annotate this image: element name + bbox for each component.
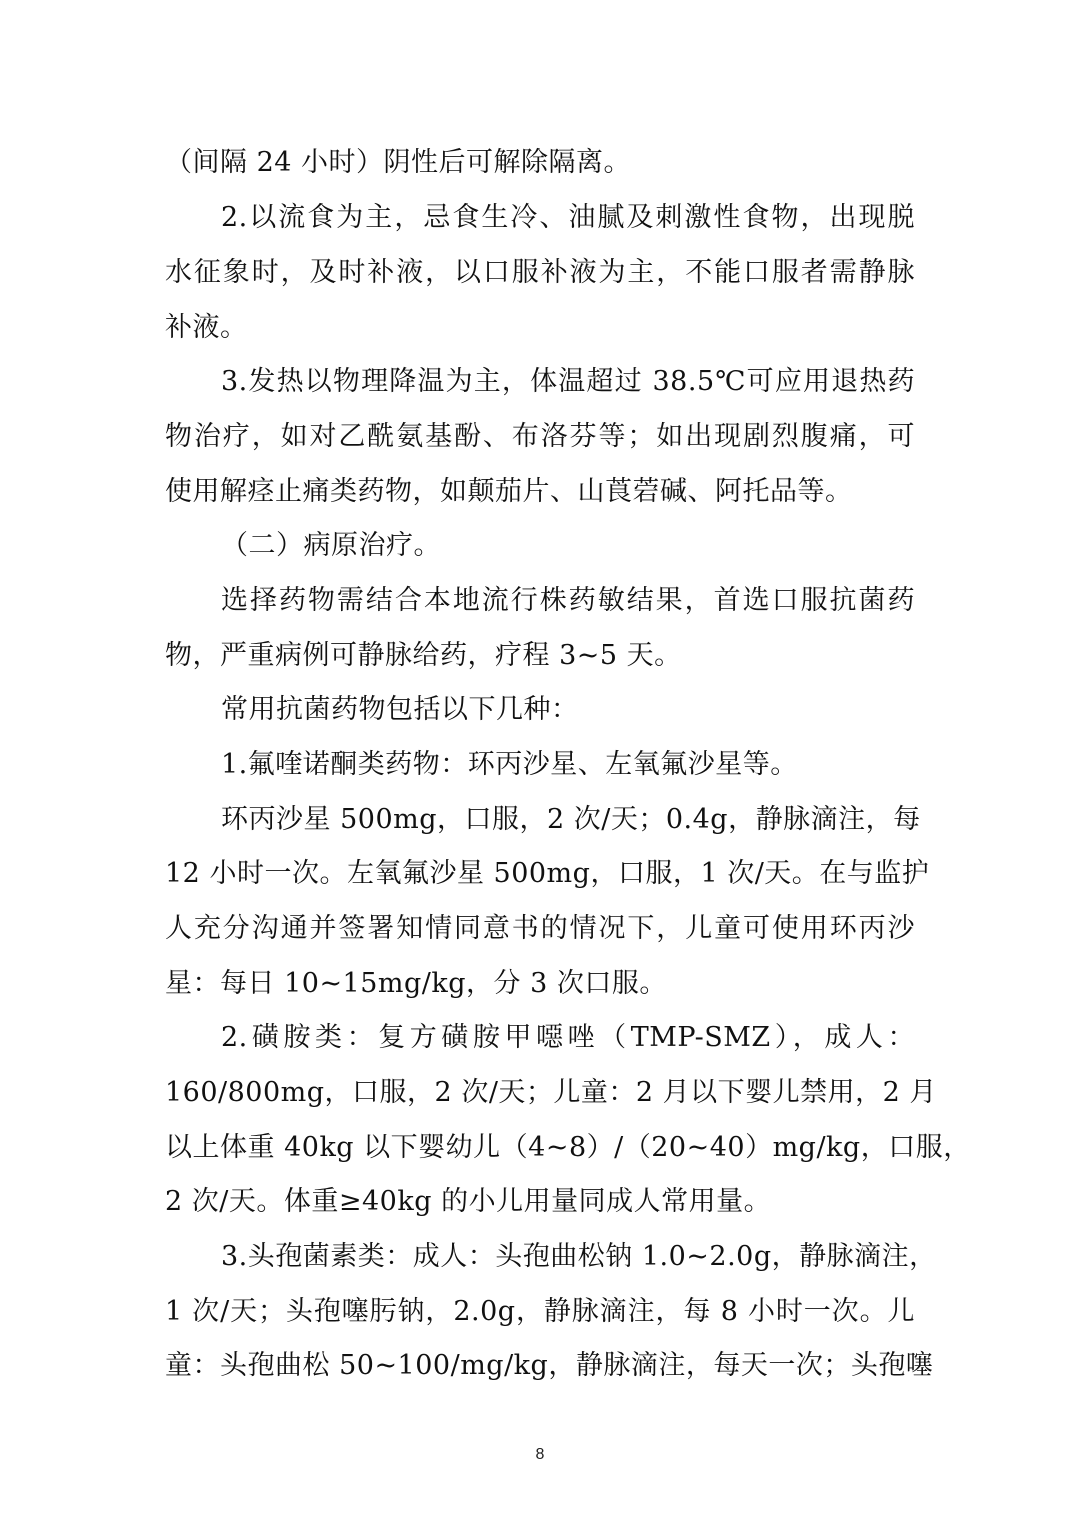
text-line-19: 以上体重 40kg 以下婴幼儿（4~8）/（20~40）mg/kg，口服， — [165, 1132, 971, 1163]
text-line-15: 人充分沟通并签署知情同意书的情况下，儿童可使用环丙沙 — [165, 913, 915, 944]
text-line-13: 环丙沙星 500mg，口服，2 次/天；0.4g，静脉滴注，每 — [221, 804, 921, 835]
text-line-16: 星：每日 10~15mg/kg，分 3 次口服。 — [165, 968, 667, 999]
text-line-11: 常用抗菌药物包括以下几种： — [221, 694, 579, 725]
text-line-2: 2.以流食为主，忌食生冷、油腻及刺激性食物，出现脱 — [221, 202, 915, 233]
text-line-23: 童：头孢曲松 50~100/mg/kg，静脉滴注，每天一次；头孢噻 — [165, 1350, 934, 1381]
text-line-20: 2 次/天。体重≥40kg 的小儿用量同成人常用量。 — [165, 1186, 772, 1217]
text-line-22: 1 次/天；头孢噻肟钠，2.0g，静脉滴注，每 8 小时一次。儿 — [165, 1296, 915, 1327]
text-line-14: 12 小时一次。左氧氟沙星 500mg，口服，1 次/天。在与监护 — [165, 858, 930, 889]
text-line-10: 物，严重病例可静脉给药，疗程 3~5 天。 — [165, 640, 682, 671]
section-heading: （二）病原治疗。 — [221, 530, 441, 561]
text-line-21: 3.头孢菌素类：成人：头孢曲松钠 1.0~2.0g，静脉滴注， — [221, 1241, 937, 1272]
text-line-5: 3.发热以物理降温为主，体温超过 38.5℃可应用退热药 — [221, 366, 915, 397]
text-line-7: 使用解痉止痛类药物，如颠茄片、山莨菪碱、阿托品等。 — [165, 476, 853, 507]
text-line-9: 选择药物需结合本地流行株药敏结果，首选口服抗菌药 — [221, 585, 915, 616]
page-number: 8 — [535, 1446, 545, 1463]
text-line-12: 1.氟喹诺酮类药物：环丙沙星、左氧氟沙星等。 — [221, 749, 798, 780]
text-line-3: 水征象时，及时补液，以口服补液为主，不能口服者需静脉 — [165, 257, 915, 288]
text-line-17: 2.磺胺类：复方磺胺甲噁唑（TMP-SMZ），成人： — [221, 1022, 915, 1053]
text-line-4: 补液。 — [165, 312, 248, 343]
text-line-18: 160/800mg，口服，2 次/天；儿童：2 月以下婴儿禁用，2 月 — [165, 1077, 937, 1108]
text-line-1: （间隔 24 小时）阴性后可解除隔离。 — [165, 147, 632, 178]
text-line-6: 物治疗，如对乙酰氨基酚、布洛芬等；如出现剧烈腹痛，可 — [165, 421, 915, 452]
